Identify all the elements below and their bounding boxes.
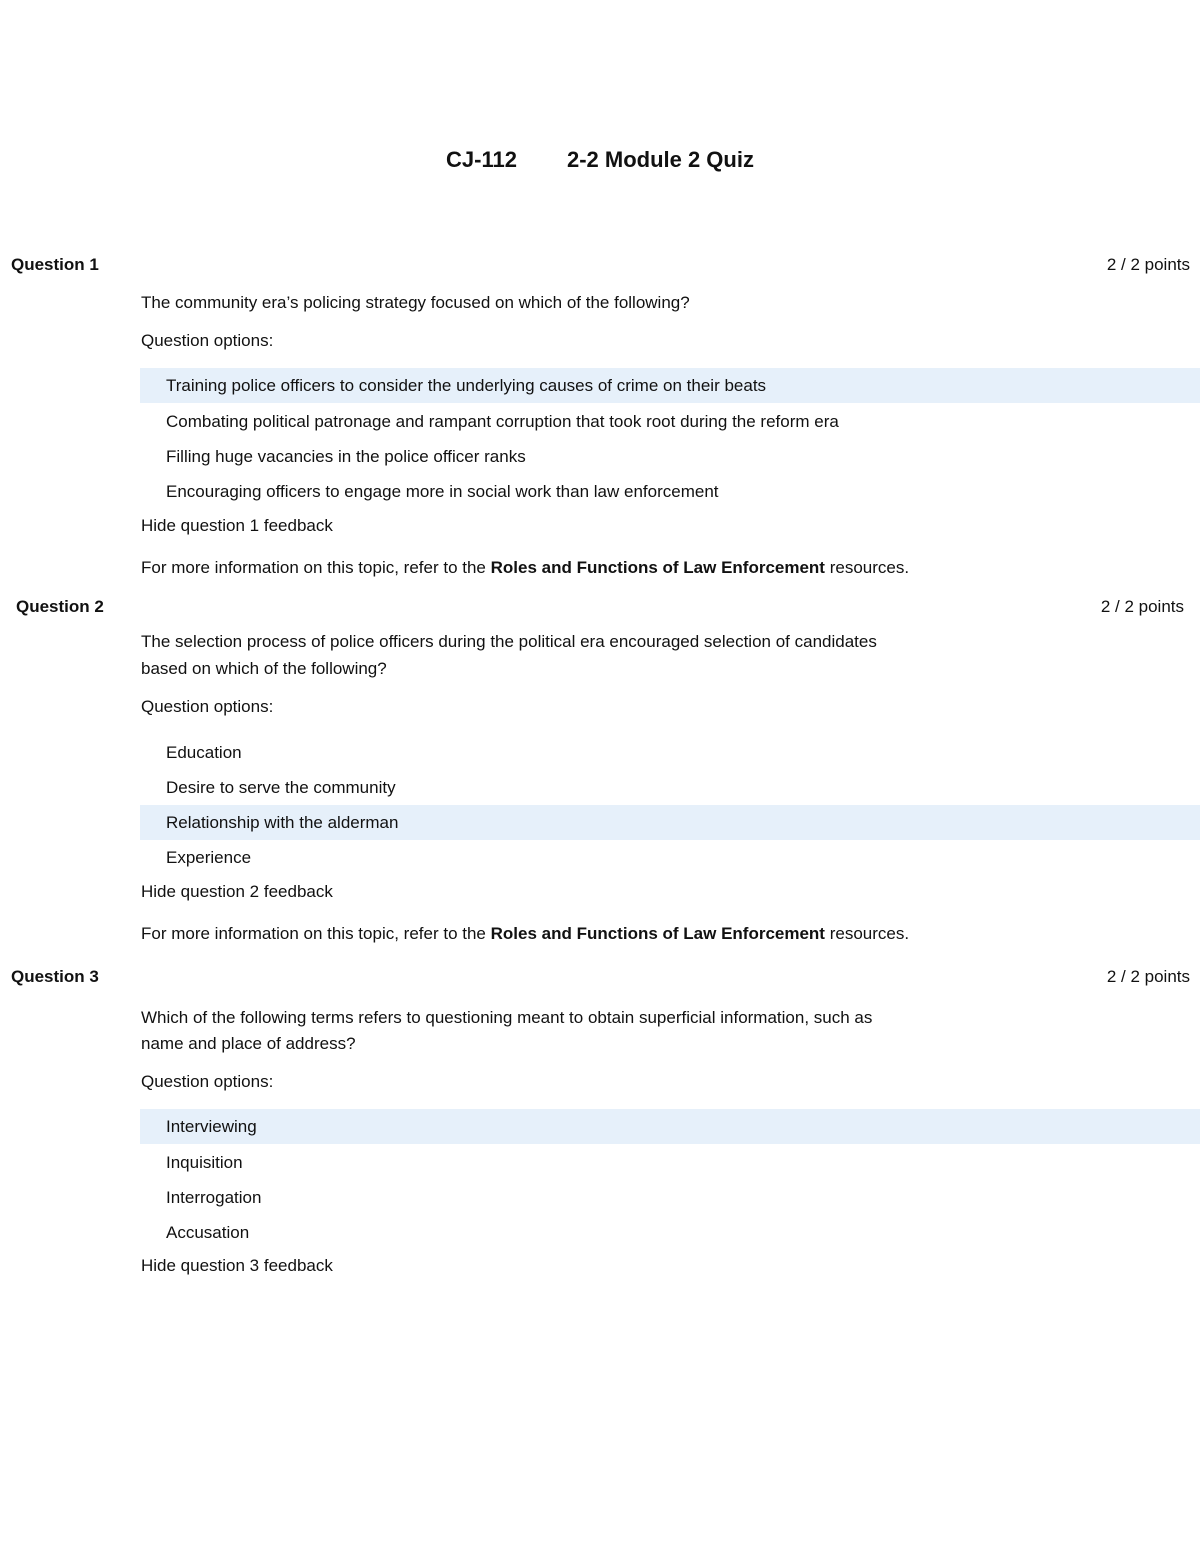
question-3-text-line-1: Which of the following terms refers to questioning meant to obtain superficial information, such as (141, 1008, 873, 1027)
feedback-text: For more information on this topic, refer to the (141, 558, 491, 577)
page-title (0, 145, 1200, 175)
feedback-resource: Roles and Functions of Law Enforcement (490, 924, 825, 943)
question-2-option-2[interactable]: Desire to serve the community (166, 778, 396, 797)
question-1-label: Question 1 (11, 255, 99, 274)
question-2-options-label: Question options: (141, 697, 274, 716)
question-2-feedback-toggle[interactable]: Hide question 2 feedback (141, 882, 333, 901)
question-1-option-1[interactable]: Training police officers to consider the underlying causes of crime on their beats (140, 368, 1200, 403)
question-1-feedback (141, 557, 909, 579)
question-3-option-2[interactable]: Inquisition (166, 1153, 243, 1172)
question-1-points: 2 / 2 points (1106, 255, 1190, 274)
question-3-option-4[interactable]: Accusation (166, 1223, 250, 1242)
feedback-text: resources. (824, 924, 910, 943)
question-3-options-label: Question options: (141, 1072, 274, 1091)
question-2-option-3[interactable]: Relationship with the alderman (140, 805, 1200, 840)
question-1-option-3[interactable]: Filling huge vacancies in the police officer ranks (166, 447, 526, 466)
question-3-label: Question 3 (11, 967, 99, 986)
question-3-option-1[interactable]: Interviewing (140, 1109, 1200, 1144)
question-2-label: Question 2 (16, 597, 104, 616)
question-2-option-1[interactable]: Education (166, 743, 242, 762)
question-1-option-2[interactable]: Combating political patronage and rampant corruption that took root during the reform era (166, 412, 839, 431)
question-1-options-label: Question options: (141, 331, 274, 350)
question-3-feedback-toggle[interactable]: Hide question 3 feedback (141, 1256, 333, 1275)
feedback-resource: Roles and Functions of Law Enforcement (490, 558, 825, 577)
question-2-feedback (141, 923, 909, 945)
question-2-points: 2 / 2 points (1100, 597, 1184, 616)
question-2-option-4[interactable]: Experience (166, 848, 252, 867)
question-3-points: 2 / 2 points (1106, 967, 1190, 986)
quiz-title: 2-2 Module 2 Quiz (566, 147, 754, 172)
question-2-text-line-1: The selection process of police officers during the political era encouraged selection of candidates (141, 632, 877, 651)
course-code: CJ-112 (446, 147, 517, 172)
question-3-text-line-2: name and place of address? (141, 1034, 356, 1053)
feedback-text: resources. (824, 558, 910, 577)
question-1-option-4[interactable]: Encouraging officers to engage more in social work than law enforcement (166, 482, 719, 501)
feedback-text: For more information on this topic, refer to the (141, 924, 491, 943)
question-1-text: The community era’s policing strategy focused on which of the following? (141, 293, 690, 312)
question-1-feedback-toggle[interactable]: Hide question 1 feedback (141, 516, 333, 535)
question-3-option-3[interactable]: Interrogation (166, 1188, 262, 1207)
question-2-text-line-2: based on which of the following? (141, 659, 387, 678)
